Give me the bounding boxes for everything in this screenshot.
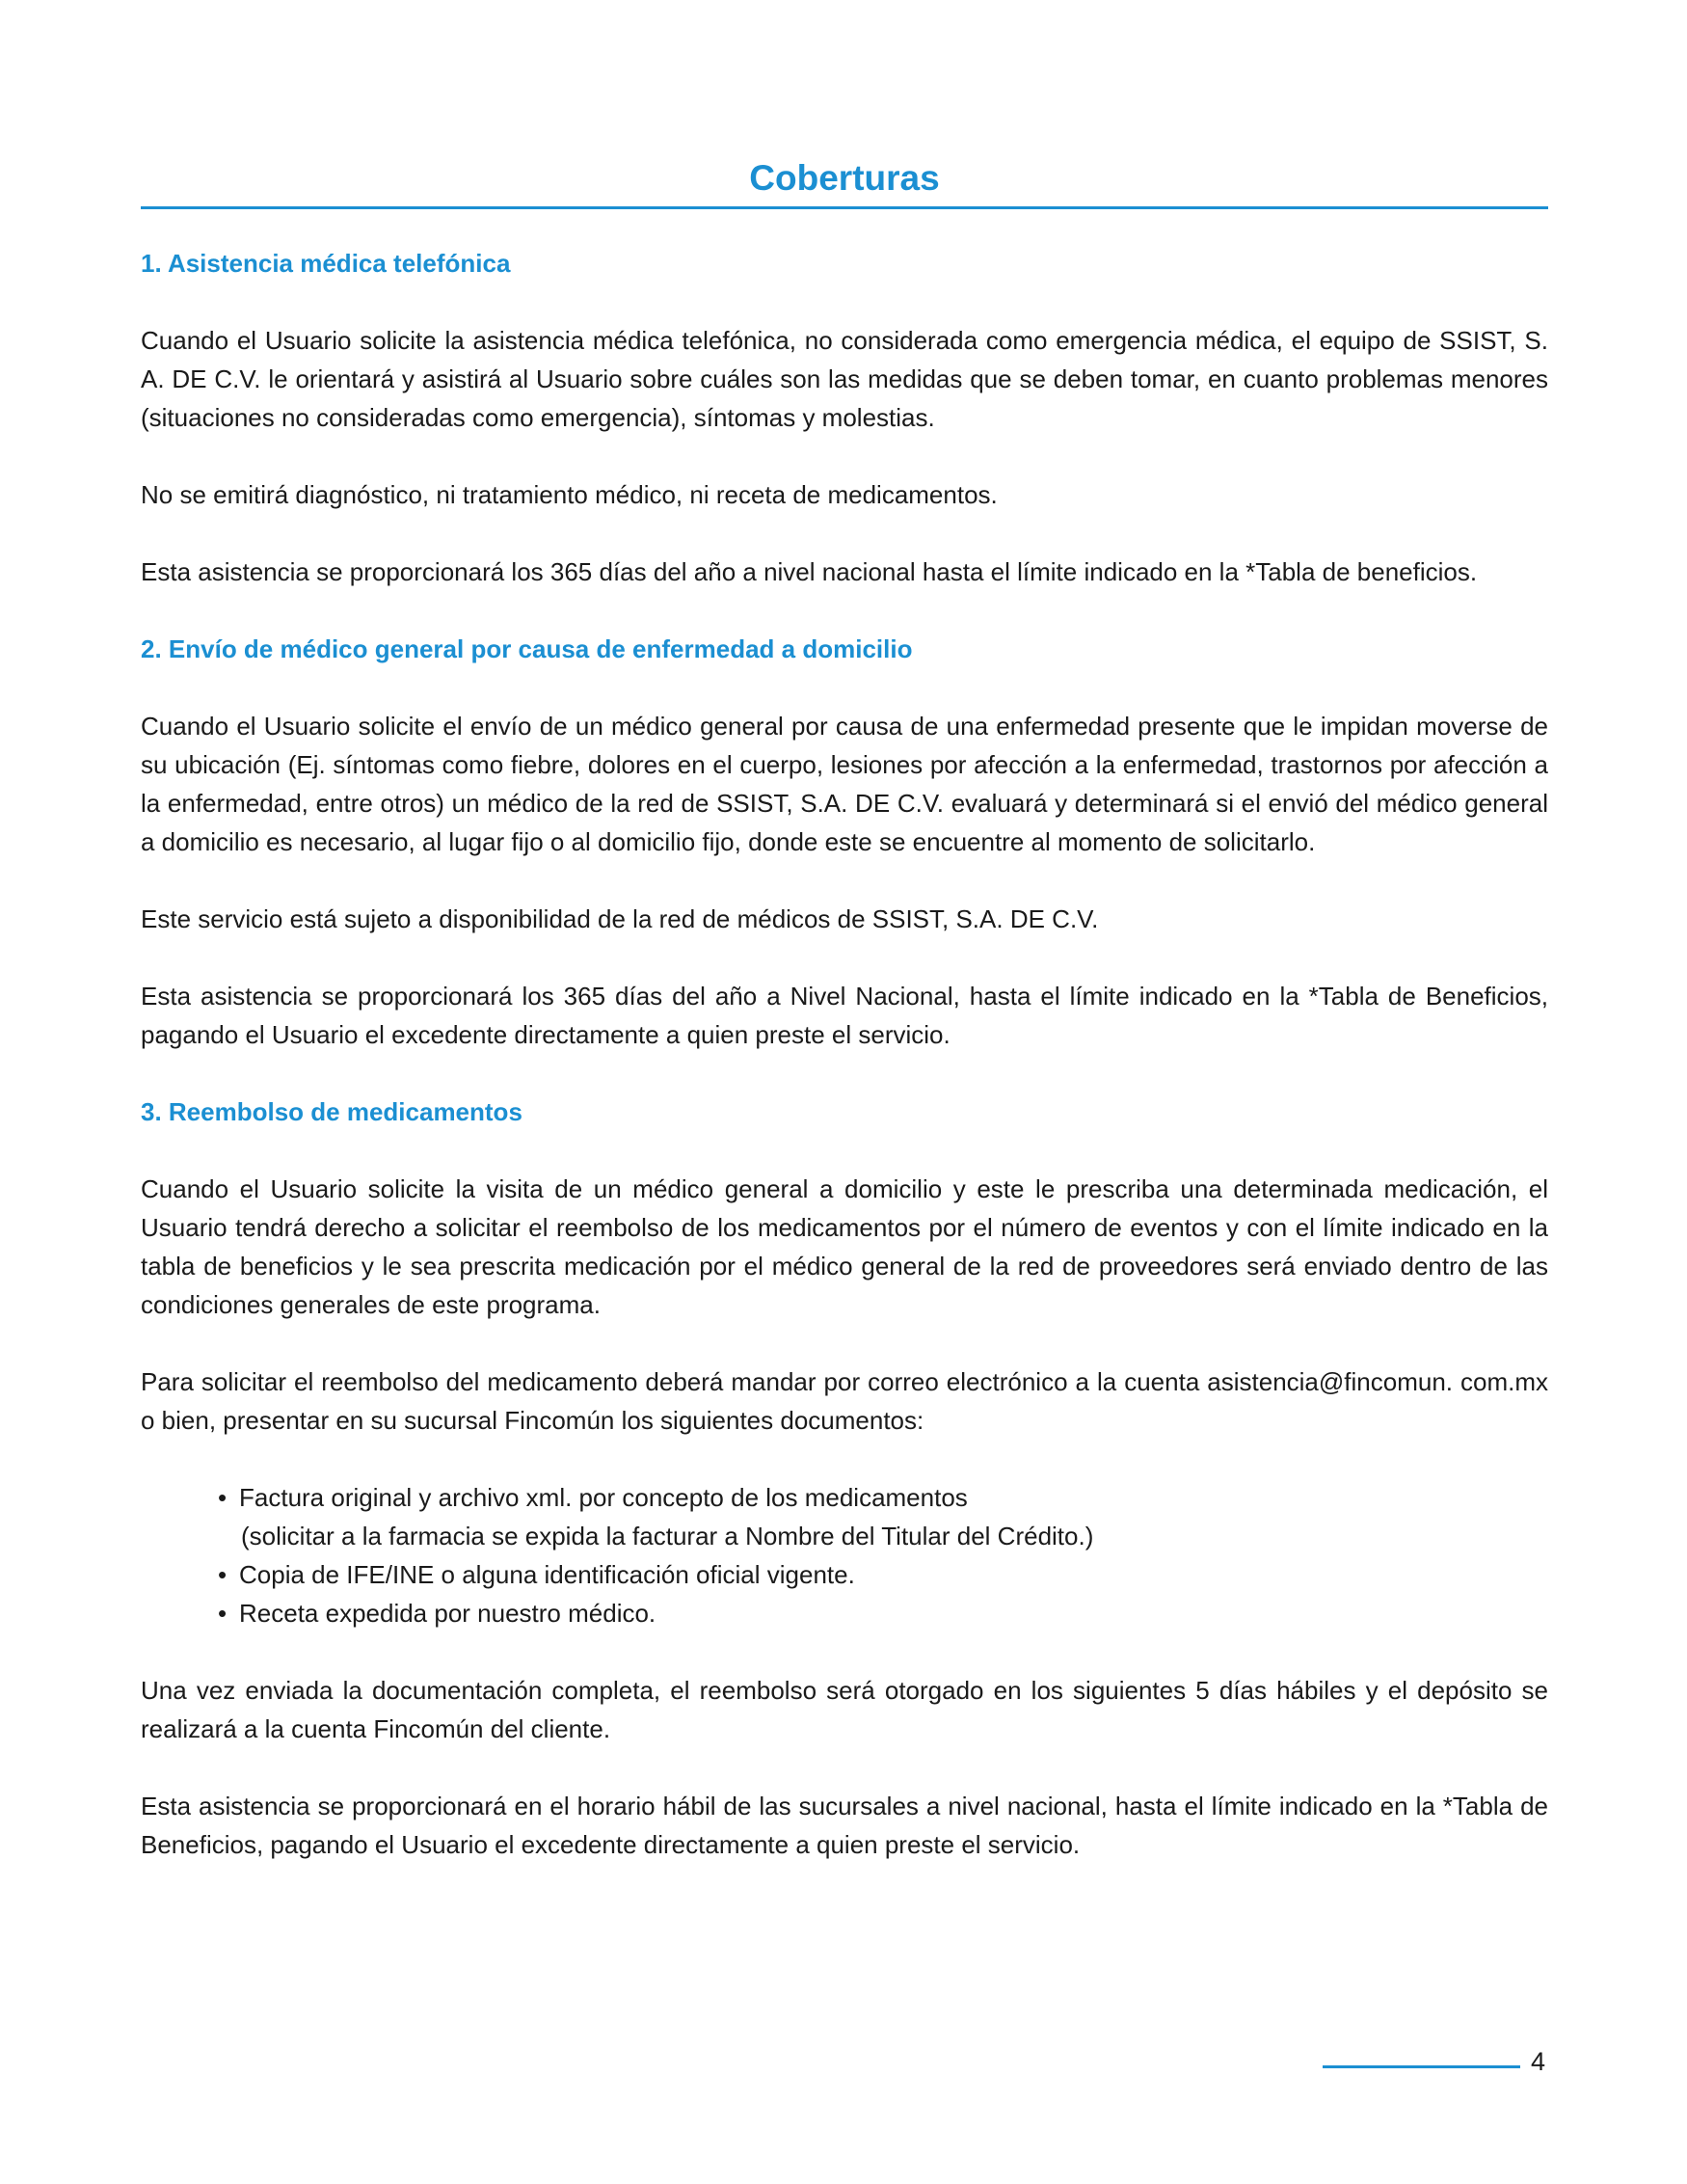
- bullet-icon: •: [218, 1483, 228, 1512]
- title-underline: [141, 206, 1548, 209]
- paragraph: Cuando el Usuario solicite la visita de un médico general a domicilio y este le prescriba una determinada medicación, el Usuario tendrá derecho a solicitar el reembolso de los medicamentos por el número de eventos y con el límite indicado en la tabla de beneficios y le sea prescrita medicación por el médico general de la red de proveedores será enviado dentro de las condiciones generales de este programa.: [141, 1174, 1548, 1319]
- paragraph: Cuando el Usuario solicite la asistencia médica telefónica, no considerada como emergencia médica, el equipo de SSIST, S. A. DE C.V. le orientará y asistirá al Usuario sobre cuáles son las medidas que se deben tomar, en cuanto problemas menores (situaciones no consideradas como emergencia), síntomas y molestias.: [141, 326, 1548, 432]
- page-title: Coberturas: [749, 158, 940, 198]
- list-item-text: Receta expedida por nuestro médico.: [239, 1599, 656, 1628]
- list-item: [218, 1478, 1548, 1555]
- section-heading: 1. Asistencia médica telefónica: [141, 249, 511, 278]
- section-envio-medico-general: [141, 630, 1548, 1054]
- paragraph: No se emitirá diagnóstico, ni tratamiento médico, ni receta de medicamentos.: [141, 480, 998, 509]
- section-heading: 3. Reembolso de medicamentos: [141, 1097, 522, 1126]
- list-item: [218, 1594, 1548, 1632]
- paragraph: Una vez enviada la documentación completa, el reembolso será otorgado en los siguientes 5 días hábiles y el depósito se realizará a la cuenta Fincomún del cliente.: [141, 1676, 1548, 1743]
- page-number: 4: [1531, 2047, 1546, 2076]
- list-item-subtext: (solicitar a la farmacia se expida la facturar a Nombre del Titular del Crédito.): [241, 1522, 1094, 1550]
- bullet-icon: •: [218, 1599, 228, 1628]
- footer-rule: [1323, 2065, 1520, 2068]
- section-asistencia-medica-telefonica: [141, 244, 1548, 591]
- bullet-icon: •: [218, 1560, 228, 1589]
- section-reembolso-medicamentos: [141, 1092, 1548, 1864]
- paragraph: Cuando el Usuario solicite el envío de un médico general por causa de una enfermedad presente que le impidan moverse de su ubicación (Ej. síntomas como fiebre, dolores en el cuerpo, lesiones por afección a la enfermedad, trastornos por afección a la enfermedad, entre otros) un médico de la red de SSIST, S.A. DE C.V. evaluará y determinará si el envió del médico general a domicilio es necesario, al lugar fijo o al domicilio fijo, donde este se encuentre al momento de solicitarlo.: [141, 712, 1548, 856]
- paragraph: Esta asistencia se proporcionará en el horario hábil de las sucursales a nivel nacional, hasta el límite indicado en la *Tabla de Beneficios, pagando el Usuario el excedente directamente a quien preste el servicio.: [141, 1792, 1548, 1859]
- paragraph: Este servicio está sujeto a disponibilidad de la red de médicos de SSIST, S.A. DE C.V.: [141, 904, 1099, 933]
- required-documents-list: [141, 1478, 1548, 1632]
- paragraph: Esta asistencia se proporcionará los 365 días del año a Nivel Nacional, hasta el límite indicado en la *Tabla de Beneficios, pagando el Usuario el excedente directamente a quien preste el servicio.: [141, 982, 1548, 1049]
- list-item-text: Copia de IFE/INE o alguna identificación oficial vigente.: [239, 1560, 855, 1589]
- paragraph: Para solicitar el reembolso del medicamento deberá mandar por correo electrónico a la cuenta asistencia@fincomun. com.mx o bien, presentar en su sucursal Fincomún los siguientes documentos:: [141, 1367, 1548, 1435]
- document-page: [141, 154, 1548, 1902]
- section-heading: 2. Envío de médico general por causa de enfermedad a domicilio: [141, 634, 913, 663]
- list-item: [218, 1555, 1548, 1594]
- list-item-text: Factura original y archivo xml. por concepto de los medicamentos: [239, 1483, 968, 1512]
- paragraph: Esta asistencia se proporcionará los 365 días del año a nivel nacional hasta el límite indicado en la *Tabla de beneficios.: [141, 557, 1478, 586]
